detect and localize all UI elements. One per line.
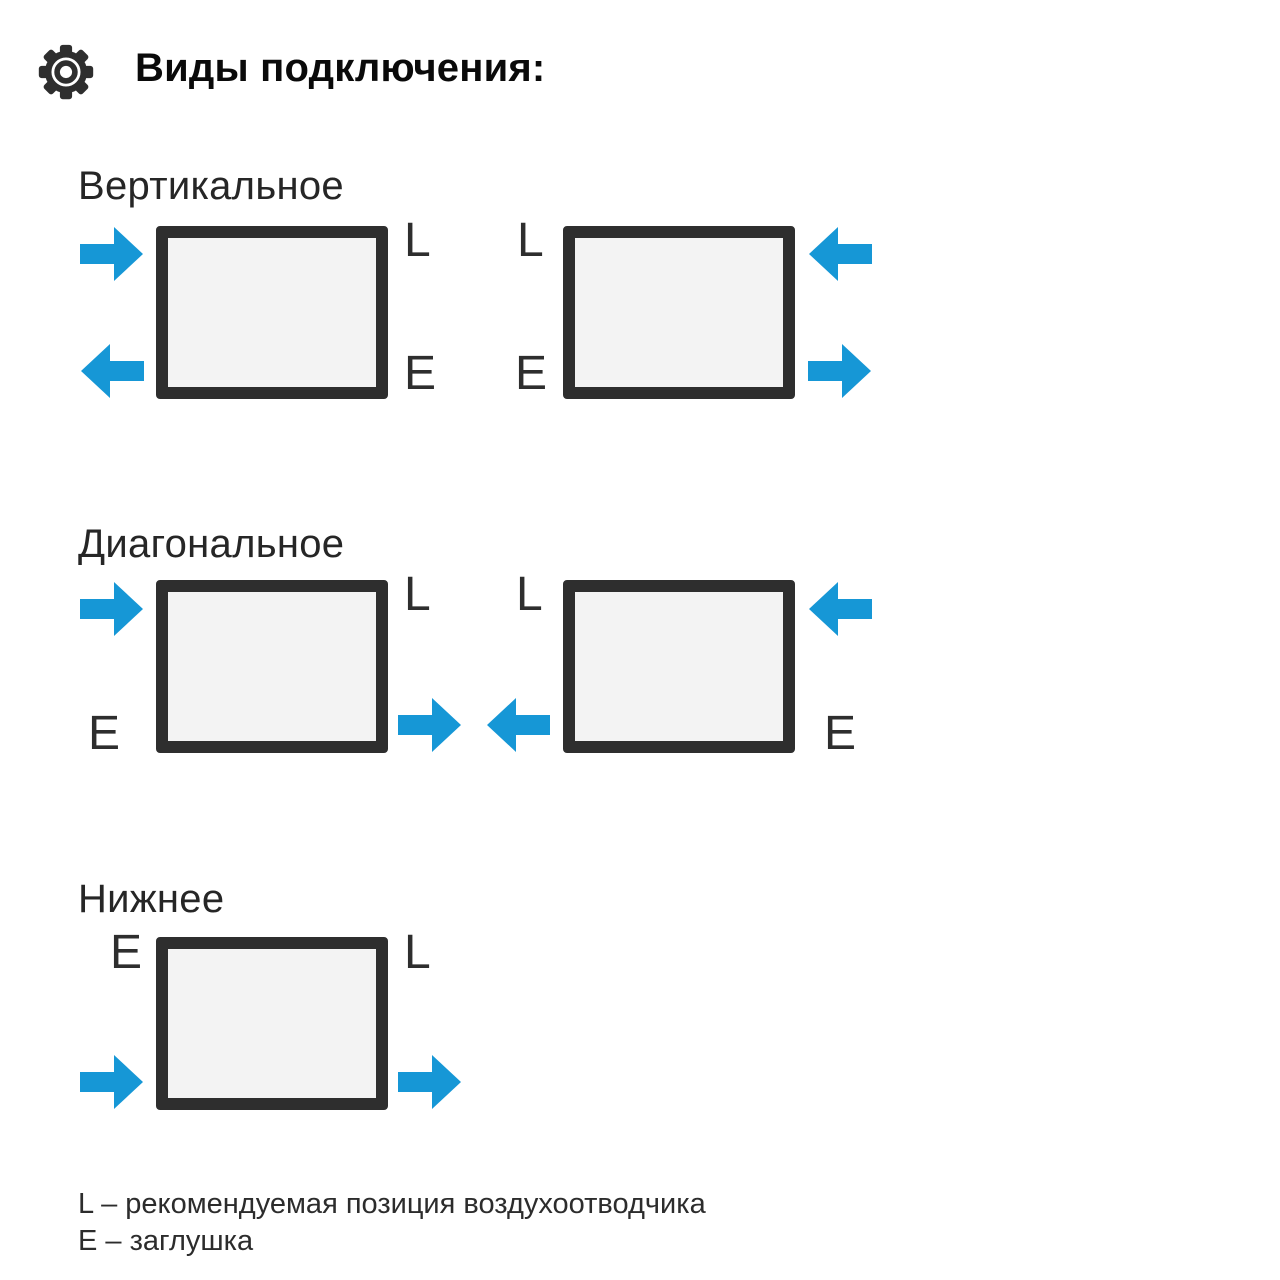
page-title: Виды подключения: — [135, 46, 546, 90]
port-label-l: L — [404, 214, 431, 267]
port-label-e: E — [404, 347, 437, 400]
port-label-e: E — [515, 347, 548, 400]
legend-line-air-vent: L – рекомендуемая позиция воздухоотводчика — [78, 1188, 706, 1220]
port-label-e: E — [88, 707, 121, 760]
port-label-e: E — [110, 926, 143, 979]
section-title-diagonal: Диагональное — [78, 522, 345, 566]
arrow-right-icon — [80, 1054, 144, 1110]
port-label-l: L — [404, 568, 431, 621]
section-title-vertical: Вертикальное — [78, 164, 344, 208]
section-title-bottom: Нижнее — [78, 877, 225, 921]
port-label-l: L — [517, 214, 544, 267]
port-label-l: L — [516, 568, 543, 621]
port-label-e: E — [824, 707, 857, 760]
legend — [78, 1186, 706, 1260]
port-label-l: L — [404, 926, 431, 979]
legend-line-plug: E – заглушка — [78, 1225, 254, 1257]
radiator-rect — [156, 937, 388, 1110]
arrow-right-icon — [398, 1054, 462, 1110]
